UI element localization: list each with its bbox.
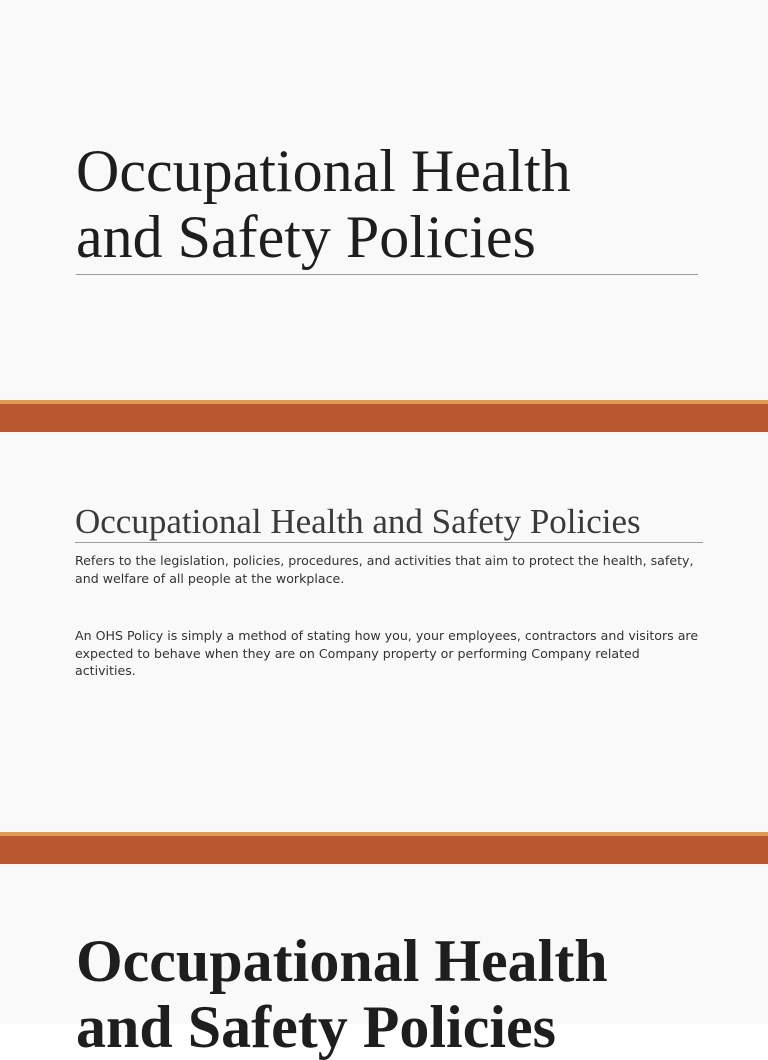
slide-2: [0, 432, 768, 832]
slide-2-title-underline: [75, 542, 703, 543]
slide-3-title-line-1: Occupational Health: [76, 928, 608, 994]
slide-divider-2: [0, 832, 768, 864]
slide-3-title-line-2: and Safety Policies: [76, 994, 556, 1060]
slide-divider-1: [0, 400, 768, 432]
slide-3-title: [76, 928, 608, 1060]
slide-1-title-line-1: Occupational Health: [76, 138, 571, 204]
slide-1-title-line-2: and Safety Policies: [76, 204, 536, 270]
slide-2-paragraph-2: An OHS Policy is simply a method of stating how you, your employees, contractors and visitors are expected to behave when they are on Company property or performing Company related activities.: [75, 628, 699, 678]
slide-2-title: Occupational Health and Safety Policies: [75, 502, 641, 541]
slide-1-title-underline: [76, 274, 698, 275]
slide-1: [0, 0, 768, 400]
slide-1-title: [76, 138, 716, 270]
slide-3: [0, 864, 768, 1060]
slide-2-paragraph-1: Refers to the legislation, policies, procedures, and activities that aim to protect the health, safety, and welfare of all people at the workplace.: [75, 553, 694, 586]
